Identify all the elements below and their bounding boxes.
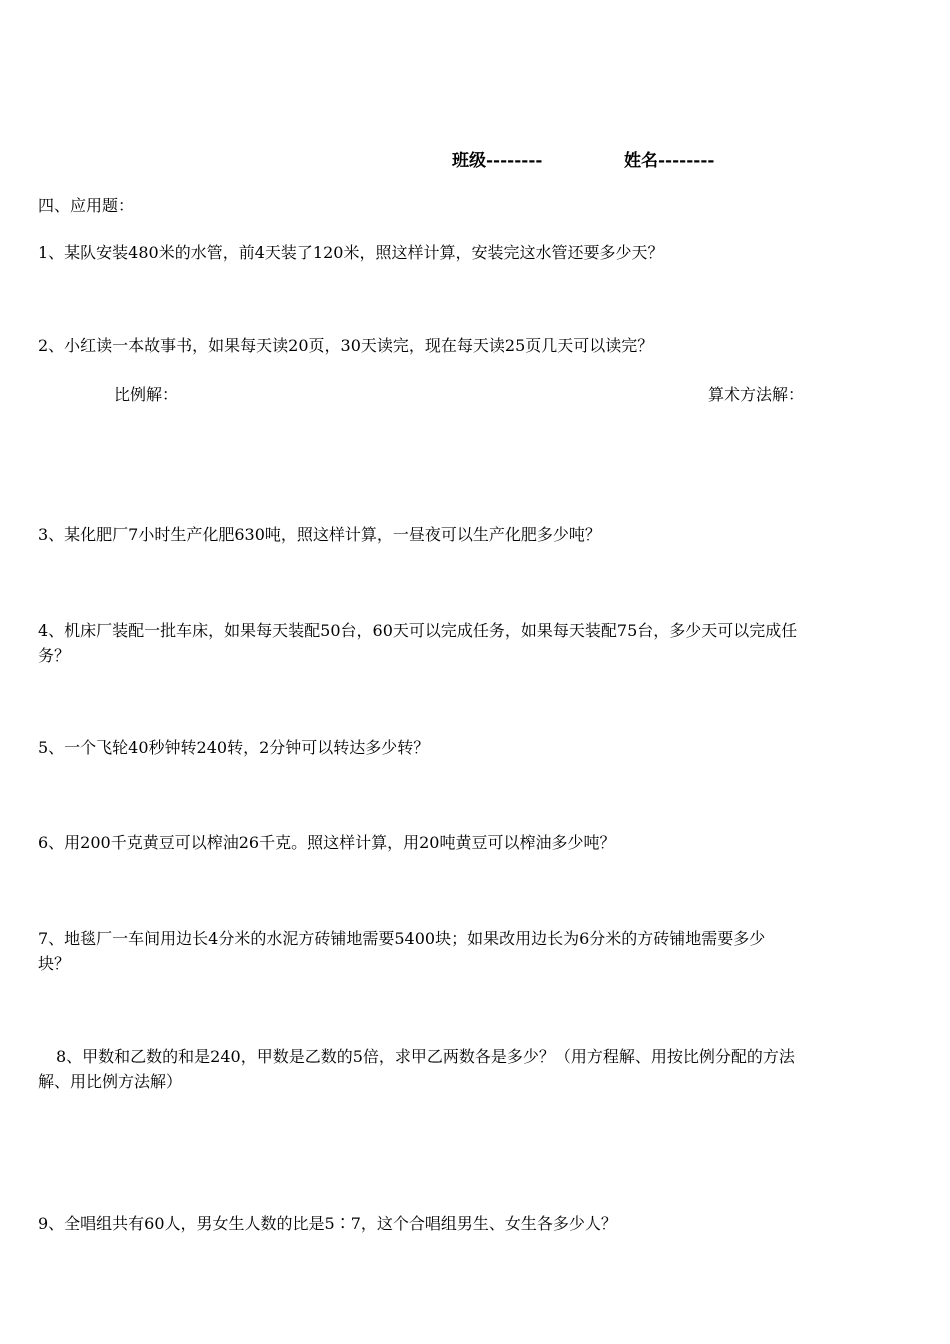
question-4-line-1: 4、机床厂装配一批车床，如果每天装配50台，60天可以完成任务，如果每天装配75台，多少天可以完成任 <box>38 621 798 640</box>
question-9: 9、全唱组共有60人，男女生人数的比是5∶7，这个合唱组男生、女生各多少人？ <box>38 1214 617 1233</box>
question-6: 6、用200千克黄豆可以榨油26千克。照这样计算，用20吨黄豆可以榨油多少吨？ <box>38 833 616 852</box>
section-title: 四、应用题： <box>38 196 135 215</box>
question-2: 2、小红读一本故事书，如果每天读20页，30天读完，现在每天读25页几天可以读完？ <box>38 336 654 355</box>
class-field-label: 班级-------- <box>452 151 543 171</box>
proportion-method-label: 比例解： <box>114 385 179 404</box>
question-8-line-2: 解、用比例方法解） <box>38 1072 183 1091</box>
question-4-line-2: 务？ <box>38 646 71 665</box>
arithmetic-method-label: 算术方法解： <box>708 385 805 404</box>
question-1: 1、某队安装480米的水管，前4天装了120米，照这样计算，安装完这水管还要多少天？ <box>38 243 664 262</box>
question-5: 5、一个飞轮40秒钟转240转，2分钟可以转达多少转？ <box>38 738 430 757</box>
question-3: 3、某化肥厂7小时生产化肥630吨，照这样计算，一昼夜可以生产化肥多少吨？ <box>38 525 601 544</box>
question-8-line-1: 8、甲数和乙数的和是240，甲数是乙数的5倍，求甲乙两数各是多少？（用方程解、用按比例分配的方法 <box>56 1047 795 1066</box>
question-7-line-2: 块？ <box>38 954 71 973</box>
question-7-line-1: 7、地毯厂一车间用边长4分米的水泥方砖铺地需要5400块；如果改用边长为6分米的方砖铺地需要多少 <box>38 929 766 948</box>
name-field-label: 姓名-------- <box>624 151 715 171</box>
